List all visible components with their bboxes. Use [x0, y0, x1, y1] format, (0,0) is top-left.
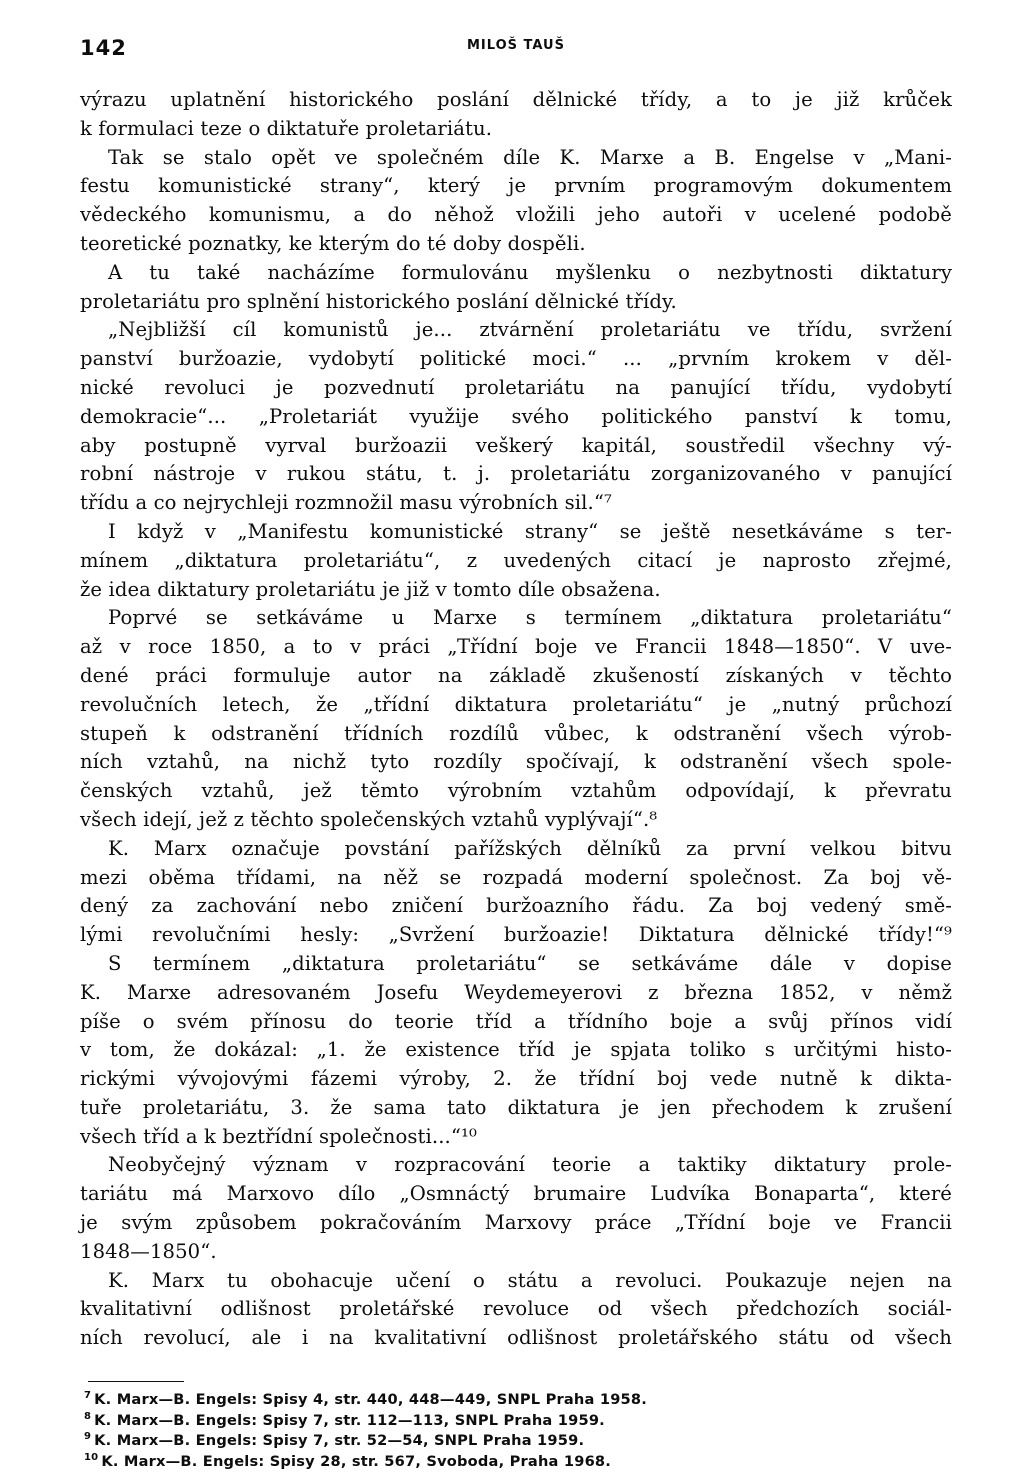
text-line: píše o svém přínosu do teorie tříd a třídního boje a svůj přínos vidí [80, 1009, 952, 1033]
text-line: I když v „Manifestu komunistické strany“ se ještě nesetkáváme s ter- [108, 519, 952, 543]
footnote [84, 1411, 952, 1432]
footnote-separator [88, 1381, 184, 1382]
text-line: teoretické poznatky, ke kterým do té doby dospěli. [80, 231, 586, 255]
footnotes [80, 1390, 952, 1472]
text-line: S termínem „diktatura proletariátu“ se setkáváme dále v dopise [108, 951, 952, 975]
text-line: Neobyčejný význam v rozpracování teorie a taktiky diktatury prole- [108, 1153, 952, 1177]
text-line: všech tříd a k beztřídní společnosti...“¹⁰ [80, 1124, 477, 1148]
text-line: vědeckého komunismu, a do něhož vložili jeho autoři v ucelené podobě [80, 203, 952, 227]
footnote [84, 1431, 952, 1452]
text-line: festu komunistické strany“, který je prvním programovým dokumentem [80, 174, 952, 198]
text-line: K. Marxe adresovaném Josefu Weydemeyerovi z března 1852, v němž [80, 980, 952, 1004]
text-line: A tu také nacházíme formulovánu myšlenku o nezbytnosti diktatury [108, 260, 952, 284]
text-line: k formulaci teze o diktatuře proletariátu. [80, 116, 493, 140]
text-line: je svým způsobem pokračováním Marxovy práce „Třídní boje ve Francii [80, 1211, 952, 1235]
text-line: kvalitativní odlišnost proletářské revoluce od všech předchozích sociál- [80, 1297, 952, 1321]
text-line: všech idejí, jež z těchto společenských vztahů vyplývají“.⁸ [80, 807, 658, 831]
text-line: proletariátu pro splnění historického poslání dělnické třídy. [80, 289, 677, 313]
text-line: dený za zachování nebo zničení buržoazního řádu. Za boj vedený smě- [80, 894, 952, 918]
text-line: demokracie“... „Proletariát využije svého politického panství k tomu, [80, 404, 952, 428]
footnote-text: K. Marx—B. Engels: Spisy 7, str. 52—54, SNPL Praha 1959. [94, 1432, 585, 1450]
text-line: mínem „diktatura proletariátu“, z uvedených citací je naprosto zřejmé, [80, 548, 952, 572]
text-line: ních vztahů, na nichž tyto rozdíly spočívají, k odstranění všech spole- [80, 750, 952, 774]
text-line: robní nástroje v rukou státu, t. j. proletariátu zorganizovaného v panující [80, 462, 952, 486]
text-line: čenských vztahů, jež těmto výrobním vztahům odpovídají, k převratu [80, 779, 952, 803]
footnote-text: K. Marx—B. Engels: Spisy 28, str. 567, Svoboda, Praha 1968. [101, 1452, 612, 1470]
footnote-mark: 9 [84, 1431, 92, 1443]
text-line: aby postupně vyrval buržoazii veškerý kapitál, soustředil všechny vý- [80, 433, 952, 457]
footnote-text: K. Marx—B. Engels: Spisy 7, str. 112—113, SNPL Praha 1959. [94, 1411, 605, 1429]
text-line: lými revolučními hesly: „Svržení buržoazie! Diktatura dělnické třídy!“⁹ [80, 923, 952, 947]
text-line: až v roce 1850, a to v práci „Třídní boje ve Francii 1848—1850“. V uve- [80, 635, 952, 659]
text-line: panství buržoazie, vydobytí politické moci.“ ... „prvním krokem v děl- [80, 347, 952, 371]
text-line: že idea diktatury proletariátu je již v tomto díle obsažena. [80, 577, 661, 601]
text-line: v tom, že dokázal: „1. že existence tříd je spjata toliko s určitými histo- [80, 1038, 952, 1062]
text-line: K. Marx označuje povstání pařížských dělníků za první velkou bitvu [108, 836, 952, 860]
footnote [84, 1390, 952, 1411]
text-line: dené práci formuluje autor na základě zkušeností získaných v těchto [80, 663, 952, 687]
text-line: stupeň k odstranění třídních rozdílů vůbec, k odstranění všech výrob- [80, 721, 952, 745]
text-line: mezi oběma třídami, na něž se rozpadá moderní společnost. Za boj vě- [80, 865, 952, 889]
text-line: Tak se stalo opět ve společném díle K. Marxe a B. Engelse v „Mani- [108, 145, 952, 169]
text-line: Poprvé se setkáváme u Marxe s termínem „diktatura proletariátu“ [108, 606, 952, 630]
text-line: ních revolucí, ale i na kvalitativní odlišnost proletářského státu od všech [80, 1326, 952, 1350]
footnote-text: K. Marx—B. Engels: Spisy 4, str. 440, 448—449, SNPL Praha 1958. [94, 1391, 648, 1409]
text-line: „Nejbližší cíl komunistů je... ztvárnění proletariátu ve třídu, svržení [108, 318, 952, 342]
text-line: nické revoluci je pozvednutí proletariátu na panující třídu, vydobytí [80, 375, 952, 399]
body-text [80, 86, 952, 1353]
text-line: 1848—1850“. [80, 1239, 217, 1263]
text-line: rickými vývojovými fázemi výroby, 2. že třídní boj vede nutně k dikta- [80, 1067, 952, 1091]
footnote-mark: 7 [84, 1390, 92, 1402]
running-head: MILOŠ TAUŠ [467, 38, 565, 53]
text-line: K. Marx tu obohacuje učení o státu a revoluci. Poukazuje nejen na [108, 1268, 952, 1292]
page-number: 142 [80, 36, 127, 60]
footnote-mark: 10 [84, 1451, 99, 1463]
footnote [84, 1452, 952, 1472]
page-header [80, 36, 952, 66]
text-line: revolučních letech, že „třídní diktatura proletariátu“ je „nutný průchozí [80, 692, 952, 716]
text-line: tariátu má Marxovo dílo „Osmnáctý brumaire Ludvíka Bonaparta“, které [80, 1182, 952, 1206]
text-line: tuře proletariátu, 3. že sama tato diktatura je jen přechodem k zrušení [80, 1095, 952, 1119]
book-page [80, 36, 952, 1472]
text-line: výrazu uplatnění historického poslání dělnické třídy, a to je již krůček [80, 88, 952, 111]
text-line: třídu a co nejrychleji rozmnožil masu výrobních sil.“⁷ [80, 491, 612, 515]
footnote-mark: 8 [84, 1410, 92, 1422]
